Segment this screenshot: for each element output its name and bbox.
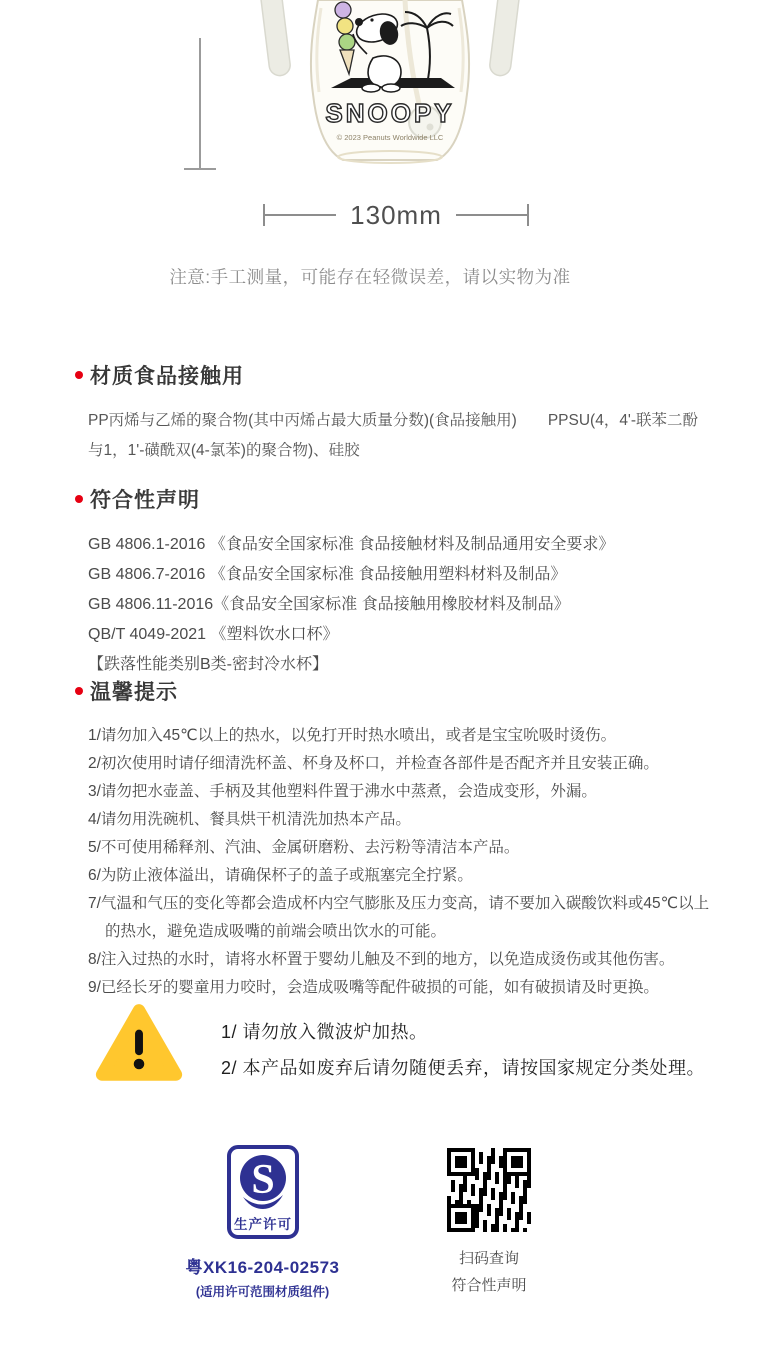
bottle-copyright-text: © 2023 Peanuts Worldwide LLC (336, 133, 444, 142)
tip-item: 4/请勿用洗碗机、餐具烘干机清洗加热本产品。 (88, 811, 411, 828)
production-license-block (175, 1145, 350, 1300)
tip-item: 1/请勿加入45℃以上的热水，以免打开时热水喷出，或者是宝宝吮吸时烫伤。 (88, 727, 617, 744)
warning-line: 2/ 本产品如废弃后请勿随便丢弃，请按国家规定分类处理。 (221, 1058, 706, 1078)
tip-item: 5/不可使用稀释剂、汽油、金属研磨粉、去污粉等清洁本产品。 (88, 839, 520, 856)
compliance-item: GB 4806.11-2016《食品安全国家标准 食品接触用橡胶材料及制品》 (88, 596, 570, 613)
bullet-dot-icon (75, 495, 83, 503)
tip-item: 2/初次使用时请仔细清洗杯盖、杯身及杯口，并检查各部件是否配齐并且安装正确。 (88, 755, 659, 772)
material-text-line1: PP丙烯与乙烯的聚合物(其中丙烯占最大质量分数)(食品接触用) PPSU(4，4'-联苯二酚 (88, 412, 699, 429)
dimension-tick-right (527, 204, 529, 226)
compliance-item: GB 4806.7-2016 《食品安全国家标准 食品接触用塑料材料及制品》 (88, 566, 567, 583)
height-dimension-tick (184, 168, 216, 170)
bottle-photo (255, 0, 525, 176)
qs-production-license-icon (227, 1145, 299, 1239)
dimension-line-right (456, 214, 527, 216)
svg-text:S: S (250, 1157, 275, 1203)
tip-item: 7/气温和气压的变化等都会造成杯内空气膨胀及压力变高，请不要加入碳酸饮料或45℃以上 的热水，避免造成吸嘴的前端会喷出饮水的可能。 (88, 895, 710, 940)
section-tips (75, 676, 720, 1002)
bullet-dot-icon (75, 687, 83, 695)
warning-block (95, 1002, 705, 1086)
width-dimension-label: 130mm (350, 199, 442, 230)
tip-item: 3/请勿把水壶盖、手柄及其他塑料件置于沸水中蒸煮，会造成变形，外漏。 (88, 783, 597, 800)
bottle-brand-text: SNOOPY (325, 98, 455, 128)
section-material (75, 360, 720, 466)
measurement-note: 注意:手工测量，可能存在轻微误差，请以实物为准 (169, 267, 571, 287)
material-text-line2: 与1，1'-磺酰双(4-氯苯)的聚合物)、硅胶 (88, 442, 360, 459)
tip-item: 9/已经长牙的婴童用力咬时，会造成吸嘴等配件破损的可能，如有破损请及时更换。 (88, 979, 659, 996)
section-title-tips: 温馨提示 (90, 681, 178, 704)
section-title-material: 材质食品接触用 (90, 365, 244, 388)
license-number: 粤XK16-204-02573 (185, 1258, 340, 1277)
height-dimension-line (199, 38, 201, 170)
compliance-item: QB/T 4049-2021 《塑料饮水口杯》 (88, 626, 339, 643)
compliance-item: 【跌落性能类别B类-密封冷水杯】 (88, 656, 329, 673)
tip-item: 8/注入过热的水时，请将水杯置于婴幼儿触及不到的地方，以免造成烫伤或其他伤害。 (88, 951, 675, 968)
compliance-item: GB 4806.1-2016 《食品安全国家标准 食品接触材料及制品通用安全要求》 (88, 536, 615, 553)
qs-label-text: 生产许可 (233, 1217, 292, 1232)
dimension-line-left (265, 214, 336, 216)
qr-code (447, 1148, 531, 1232)
bullet-dot-icon (75, 371, 83, 379)
qr-caption-line2: 符合性声明 (451, 1277, 527, 1294)
qr-block (419, 1148, 559, 1298)
tip-item: 6/为防止液体溢出，请确保杯子的盖子或瓶塞完全拧紧。 (88, 867, 473, 884)
section-title-compliance: 符合性声明 (90, 489, 200, 512)
qr-caption-line1: 扫码查询 (458, 1250, 519, 1267)
license-scope: (适用许可范围材质组件) (195, 1285, 330, 1299)
warning-line: 1/ 请勿放入微波炉加热。 (221, 1022, 428, 1042)
width-dimension-line (263, 201, 529, 229)
warning-icon (95, 1002, 183, 1082)
section-compliance (75, 484, 720, 680)
